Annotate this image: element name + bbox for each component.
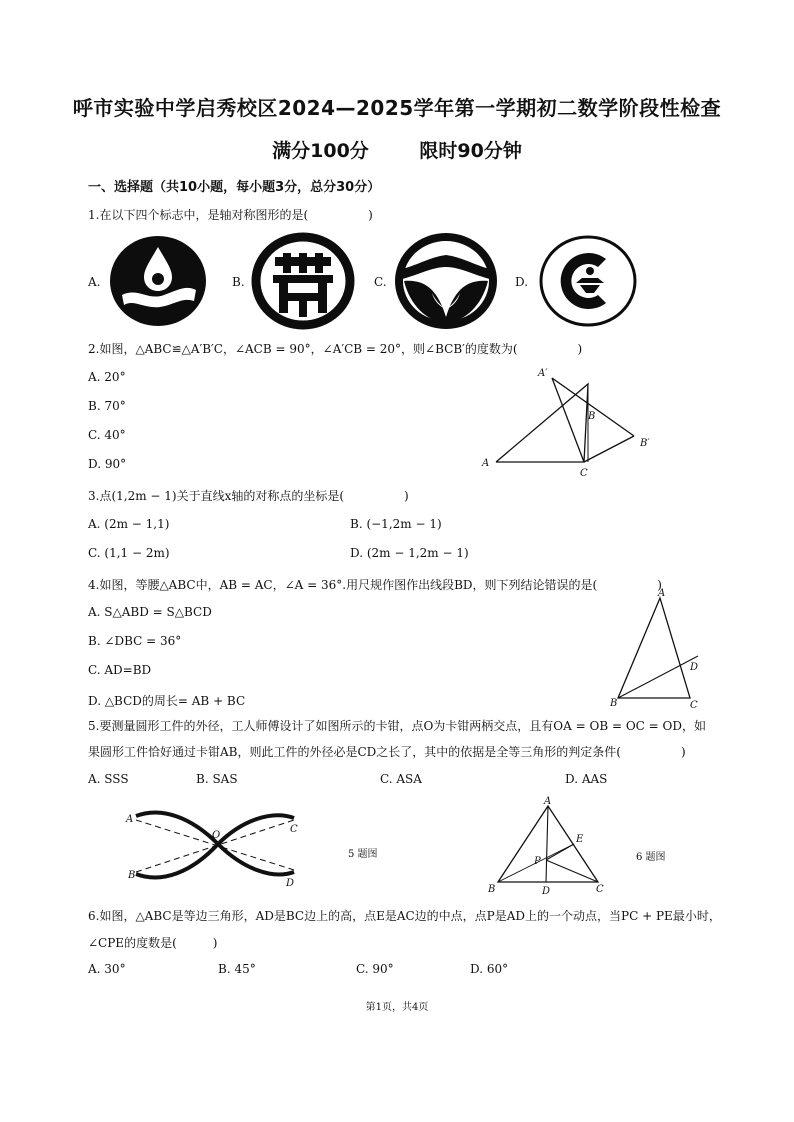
q2-label-a-prime: A′ (538, 368, 548, 379)
q2-option-a: A. 20° (88, 370, 126, 384)
q6-figure (484, 796, 614, 896)
q5-label-b: B (128, 870, 136, 881)
q4-option-b: B. ∠DBC = 36° (88, 634, 182, 648)
q4-label-b: B (610, 698, 618, 709)
q5-option-d: D. AAS (565, 772, 608, 786)
time-limit: 限时90分钟 (419, 140, 522, 162)
q6-option-c: C. 90° (356, 962, 394, 976)
question-2-stem: 2.如图，△ABC≌△A′B′C，∠ACB = 90°，∠A′CB = 20°，则∠BCB′的度数为( ) (88, 342, 583, 356)
q6-label-a: A (544, 796, 552, 807)
question-3-stem: 3.点(1,2m − 1)关于直线x轴的对称点的坐标是( ) (88, 489, 409, 503)
leaf-logo-icon (396, 235, 496, 327)
building-logo-icon (253, 235, 353, 327)
page-footer: 第1页，共4页 (365, 1002, 429, 1013)
q4-option-d: D. △BCD的周长= AB + BC (88, 694, 246, 708)
q6-figure-caption: 6 题图 (636, 852, 666, 863)
q4-label-c: C (690, 700, 698, 711)
q2-label-c: C (580, 468, 588, 479)
q3-option-a: A. (2m − 1,1) (88, 517, 170, 531)
q5-figure-caliper (122, 800, 312, 892)
q4-label-d: D (690, 662, 699, 673)
q2-label-b: B (588, 411, 596, 422)
exam-subtitle (0, 136, 794, 163)
q6-label-d: D (542, 886, 551, 897)
question-5-stem-line1: 5.要测量圆形工件的外径，工人师傅设计了如图所示的卡钳，点O为卡钳两柄交点，且有OA = OB = OC = OD，如 (88, 719, 706, 733)
question-6-stem-line2: ∠CPE的度数是( ) (88, 936, 218, 950)
q1-option-d: D. (515, 275, 529, 289)
q4-label-a: A (658, 588, 666, 599)
q6-option-a: A. 30° (88, 962, 126, 976)
q6-label-p: P (534, 856, 541, 867)
q6-option-d: D. 60° (470, 962, 509, 976)
question-4-stem: 4.如图，等腰△ABC中，AB = AC，∠A = 36°.用尺规作图作出线段BD，则下列结论错误的是( ) (88, 578, 662, 592)
question-5-stem-line2: 果圆形工件恰好通过卡钳AB，则此工件的外径必是CD之长了，其中的依据是全等三角形的判定条件( ) (88, 745, 686, 759)
question-1-stem: 1.在以下四个标志中，是轴对称图形的是( ) (88, 208, 373, 222)
section-heading: 一、选择题（共10小题，每小题3分，总分30分） (88, 180, 381, 195)
water-drop-logo-icon (108, 235, 208, 327)
q5-label-a: A (126, 814, 134, 825)
q1-option-c: C. (374, 275, 387, 289)
q3-option-c: C. (1,1 − 2m) (88, 546, 170, 560)
q6-label-c: C (596, 884, 604, 895)
q2-option-c: C. 40° (88, 428, 126, 442)
q6-option-b: B. 45° (218, 962, 256, 976)
q2-label-a: A (482, 458, 490, 469)
q6-label-e: E (576, 834, 584, 845)
q4-option-c: C. AD=BD (88, 663, 152, 677)
q5-label-o: O (212, 830, 221, 841)
q1-option-b: B. (232, 275, 245, 289)
q2-figure (476, 364, 666, 480)
full-score: 满分100分 (272, 140, 369, 162)
q2-option-b: B. 70° (88, 399, 126, 413)
q5-option-c: C. ASA (380, 772, 422, 786)
q5-label-c: C (290, 824, 298, 835)
q3-option-b: B. (−1,2m − 1) (350, 517, 442, 531)
q2-label-b-prime: B′ (640, 438, 650, 449)
q3-option-d: D. (2m − 1,2m − 1) (350, 546, 469, 560)
q4-option-a: A. S△ABD = S△BCD (88, 605, 212, 619)
q4-figure (606, 588, 718, 710)
q6-label-b: B (488, 884, 496, 895)
q5-option-b: B. SAS (196, 772, 238, 786)
q5-figure-caption: 5 题图 (348, 849, 378, 860)
exam-title: 呼市实验中学启秀校区2024—2025学年第一学期初二数学阶段性检查 (72, 96, 722, 120)
c-ring-logo-icon (538, 235, 638, 327)
q2-option-d: D. 90° (88, 457, 127, 471)
q5-label-d: D (286, 878, 295, 889)
q1-option-a: A. (88, 275, 101, 289)
question-6-stem-line1: 6.如图，△ABC是等边三角形，AD是BC边上的高，点E是AC边的中点，点P是AD上的一个动点，当PC + PE最小时， (88, 909, 721, 923)
q5-option-a: A. SSS (88, 772, 129, 786)
